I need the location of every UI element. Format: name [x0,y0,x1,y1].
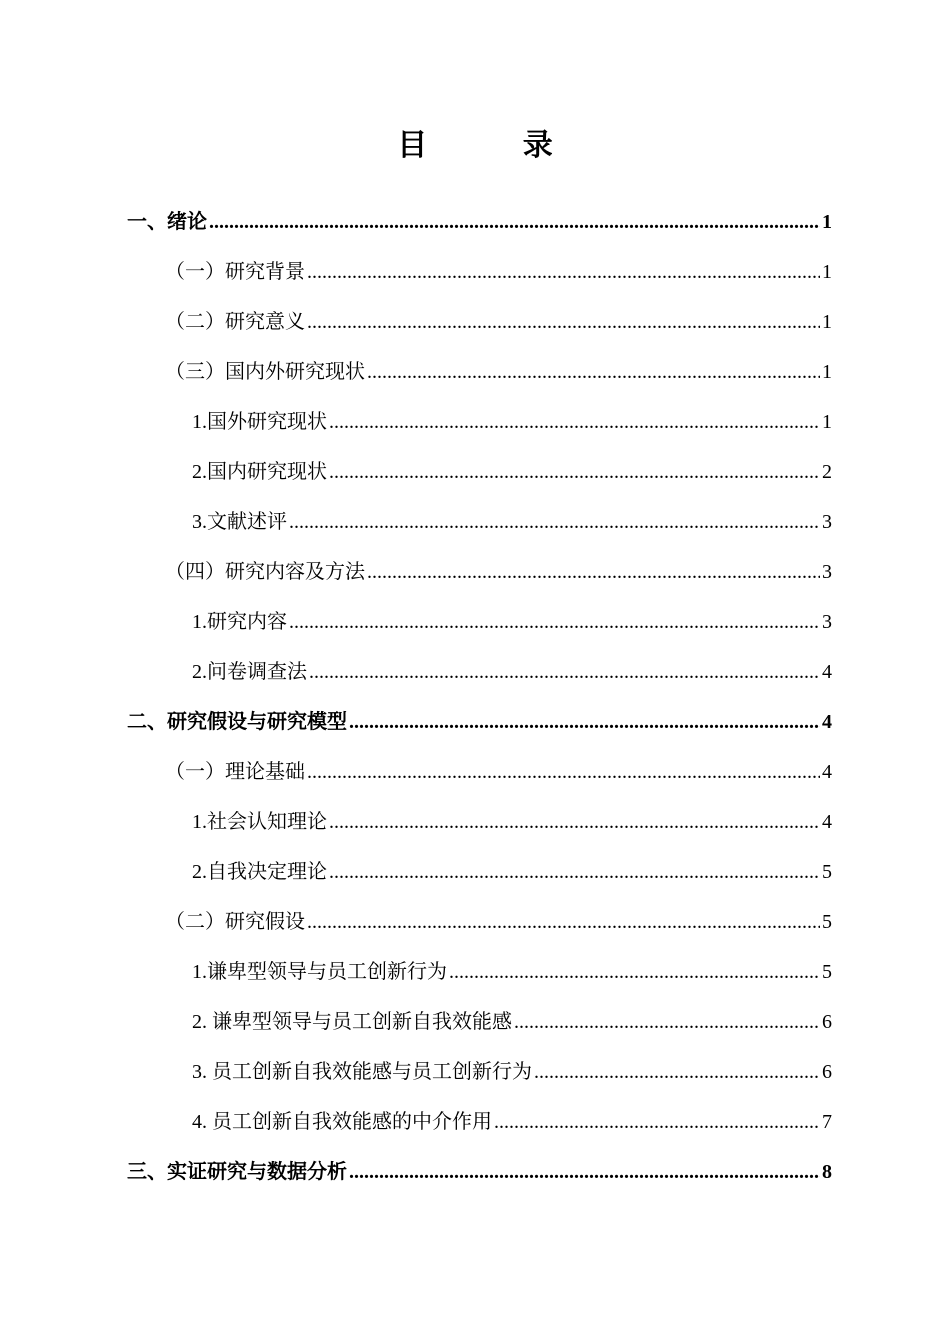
toc-entry[interactable] [192,1058,832,1086]
dot-leader [209,208,820,236]
dot-leader [307,908,820,936]
toc-entry-label: 3.文献述评 [192,511,287,533]
toc-entry-label: 1.国外研究现状 [192,411,327,433]
toc-entry-label: 2. 谦卑型领导与员工创新自我效能感 [192,1011,512,1033]
toc-entry-page: 8 [822,1161,832,1183]
toc-entry-label: 2.问卷调查法 [192,661,307,683]
toc-entry-label: 1.研究内容 [192,611,287,633]
toc-entry-label: 3. 员工创新自我效能感与员工创新行为 [192,1061,532,1083]
toc-entry-page: 4 [822,711,832,733]
toc-entry-page: 3 [822,511,832,533]
dot-leader [307,308,820,336]
toc-entry-page: 1 [822,311,832,333]
dot-leader [534,1058,820,1086]
toc-entry-page: 4 [822,761,832,783]
toc-entry-label: 1.社会认知理论 [192,811,327,833]
toc-entry-page: 6 [822,1061,832,1083]
toc-entry-label: 2.国内研究现状 [192,461,327,483]
toc-entry[interactable] [165,358,832,386]
dot-leader [349,1158,820,1186]
toc-entry-label: 二、研究假设与研究模型 [127,711,347,733]
toc-entry[interactable] [192,658,832,686]
toc-entry[interactable] [165,308,832,336]
dot-leader [494,1108,820,1136]
toc-entry-page: 2 [822,461,832,483]
toc-entry[interactable] [127,1158,832,1186]
toc-entry-page: 5 [822,961,832,983]
toc-entry[interactable] [165,258,832,286]
toc-entry-label: 三、实证研究与数据分析 [127,1161,347,1183]
toc-entry-page: 4 [822,661,832,683]
dot-leader [514,1008,820,1036]
dot-leader [329,808,820,836]
toc-entry-page: 6 [822,1011,832,1033]
toc-entry[interactable] [165,908,832,936]
toc-entry-label: 2.自我决定理论 [192,861,327,883]
dot-leader [307,758,820,786]
dot-leader [289,508,820,536]
toc-entry[interactable] [127,208,832,236]
toc-entry-label: 一、绪论 [127,211,207,233]
dot-leader [449,958,820,986]
dot-leader [309,658,820,686]
toc-entry-page: 1 [822,261,832,283]
toc-entry-label: （四）研究内容及方法 [165,561,365,583]
dot-leader [329,458,820,486]
toc-entry-page: 3 [822,561,832,583]
toc-entry-label: （二）研究意义 [165,311,305,333]
toc-entry-page: 5 [822,861,832,883]
toc-entry[interactable] [192,608,832,636]
toc-title: 目 录 [397,129,597,162]
dot-leader [367,358,820,386]
toc-entry-page: 3 [822,611,832,633]
toc-entry[interactable] [192,1008,832,1036]
toc-entry[interactable] [192,858,832,886]
toc-entry[interactable] [165,558,832,586]
toc-entry-label: （一）研究背景 [165,261,305,283]
toc-entry[interactable] [192,808,832,836]
dot-leader [367,558,820,586]
toc-entry-page: 1 [822,361,832,383]
toc-entry-page: 1 [822,411,832,433]
toc-entry[interactable] [192,958,832,986]
toc-entry-page: 5 [822,911,832,933]
toc-entry[interactable] [192,508,832,536]
toc-entry[interactable] [192,458,832,486]
toc-entry[interactable] [165,758,832,786]
toc-entry-label: （一）理论基础 [165,761,305,783]
dot-leader [349,708,820,736]
toc-entry-page: 4 [822,811,832,833]
toc-entry[interactable] [127,708,832,736]
dot-leader [307,258,820,286]
toc-entry-label: （三）国内外研究现状 [165,361,365,383]
toc-entry-page: 7 [822,1111,832,1133]
toc-entry-label: （二）研究假设 [165,911,305,933]
dot-leader [329,408,820,436]
dot-leader [289,608,820,636]
dot-leader [329,858,820,886]
toc-entry-label: 1.谦卑型领导与员工创新行为 [192,961,447,983]
toc-entry-page: 1 [822,211,832,233]
toc-entry[interactable] [192,408,832,436]
toc-entry-label: 4. 员工创新自我效能感的中介作用 [192,1111,492,1133]
toc-entry[interactable] [192,1108,832,1136]
